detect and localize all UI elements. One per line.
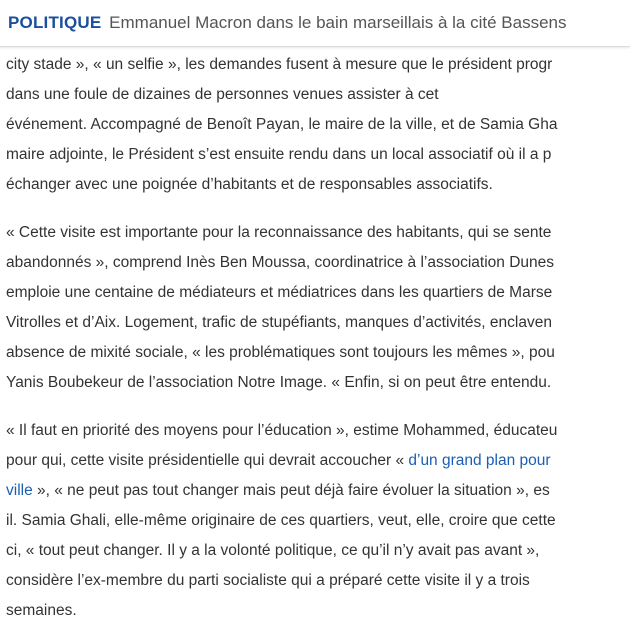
text-line: absence de mixité sociale, « les problématiques sont toujours les mêmes », pou — [6, 344, 555, 361]
plan-link-part1[interactable]: d’un grand plan pour — [408, 452, 551, 469]
text-line: abandonnés », comprend Inès Ben Moussa, coordinatrice à l’association Dunes — [6, 254, 554, 271]
text-line: il. Samia Ghali, elle-même originaire de ces quartiers, veut, elle, croire que cette — [6, 512, 556, 529]
article-body — [6, 50, 630, 630]
text-segment: », « ne peut pas tout changer mais peut déjà faire évoluer la situation », es — [32, 482, 550, 499]
text-line: dans une foule de dizaines de personnes venues assister à cet — [6, 86, 439, 103]
text-line: Vitrolles et d’Aix. Logement, trafic de stupéfiants, manques d’activités, enclaven — [6, 314, 552, 331]
text-line: considère l’ex-membre du parti socialiste qui a préparé cette visite il y a trois — [6, 572, 530, 589]
text-line: emploie une centaine de médiateurs et médiatrices dans les quartiers de Marse — [6, 284, 553, 301]
text-line: « Cette visite est importante pour la reconnaissance des habitants, qui se sente — [6, 224, 552, 241]
text-line: semaines. — [6, 602, 77, 619]
text-line: échanger avec une poignée d’habitants et de responsables associatifs. — [6, 176, 493, 193]
header-title-row — [8, 12, 566, 34]
text-line: ci, « tout peut changer. Il y a la volonté politique, ce qu’il n’y avait pas avant », — [6, 542, 540, 559]
paragraph-2 — [6, 218, 630, 398]
plan-link-part2[interactable]: ville — [6, 482, 33, 499]
text-line — [6, 476, 630, 506]
text-line: événement. Accompagné de Benoît Payan, le maire de la ville, et de Samia Gha — [6, 116, 558, 133]
text-line: Yanis Boubekeur de l’association Notre Image. « Enfin, si on peut être entendu. — [6, 374, 552, 391]
text-line — [6, 446, 630, 476]
text-line: « Il faut en priorité des moyens pour l’éducation », estime Mohammed, éducateu — [6, 422, 558, 439]
text-line: city stade », « un selfie », les demandes fusent à mesure que le président progr — [6, 56, 553, 73]
text-line: maire adjointe, le Président s’est ensuite rendu dans un local associatif où il a p — [6, 146, 552, 163]
article-headline: Emmanuel Macron dans le bain marseillais à la cité Bassens — [109, 13, 567, 32]
text-segment: pour qui, cette visite présidentielle qui devrait accoucher « — [6, 452, 409, 469]
article-sticky-header — [0, 0, 630, 47]
paragraph-3 — [6, 416, 630, 626]
rubric-label[interactable]: POLITIQUE — [8, 13, 102, 32]
paragraph-1 — [6, 50, 630, 200]
